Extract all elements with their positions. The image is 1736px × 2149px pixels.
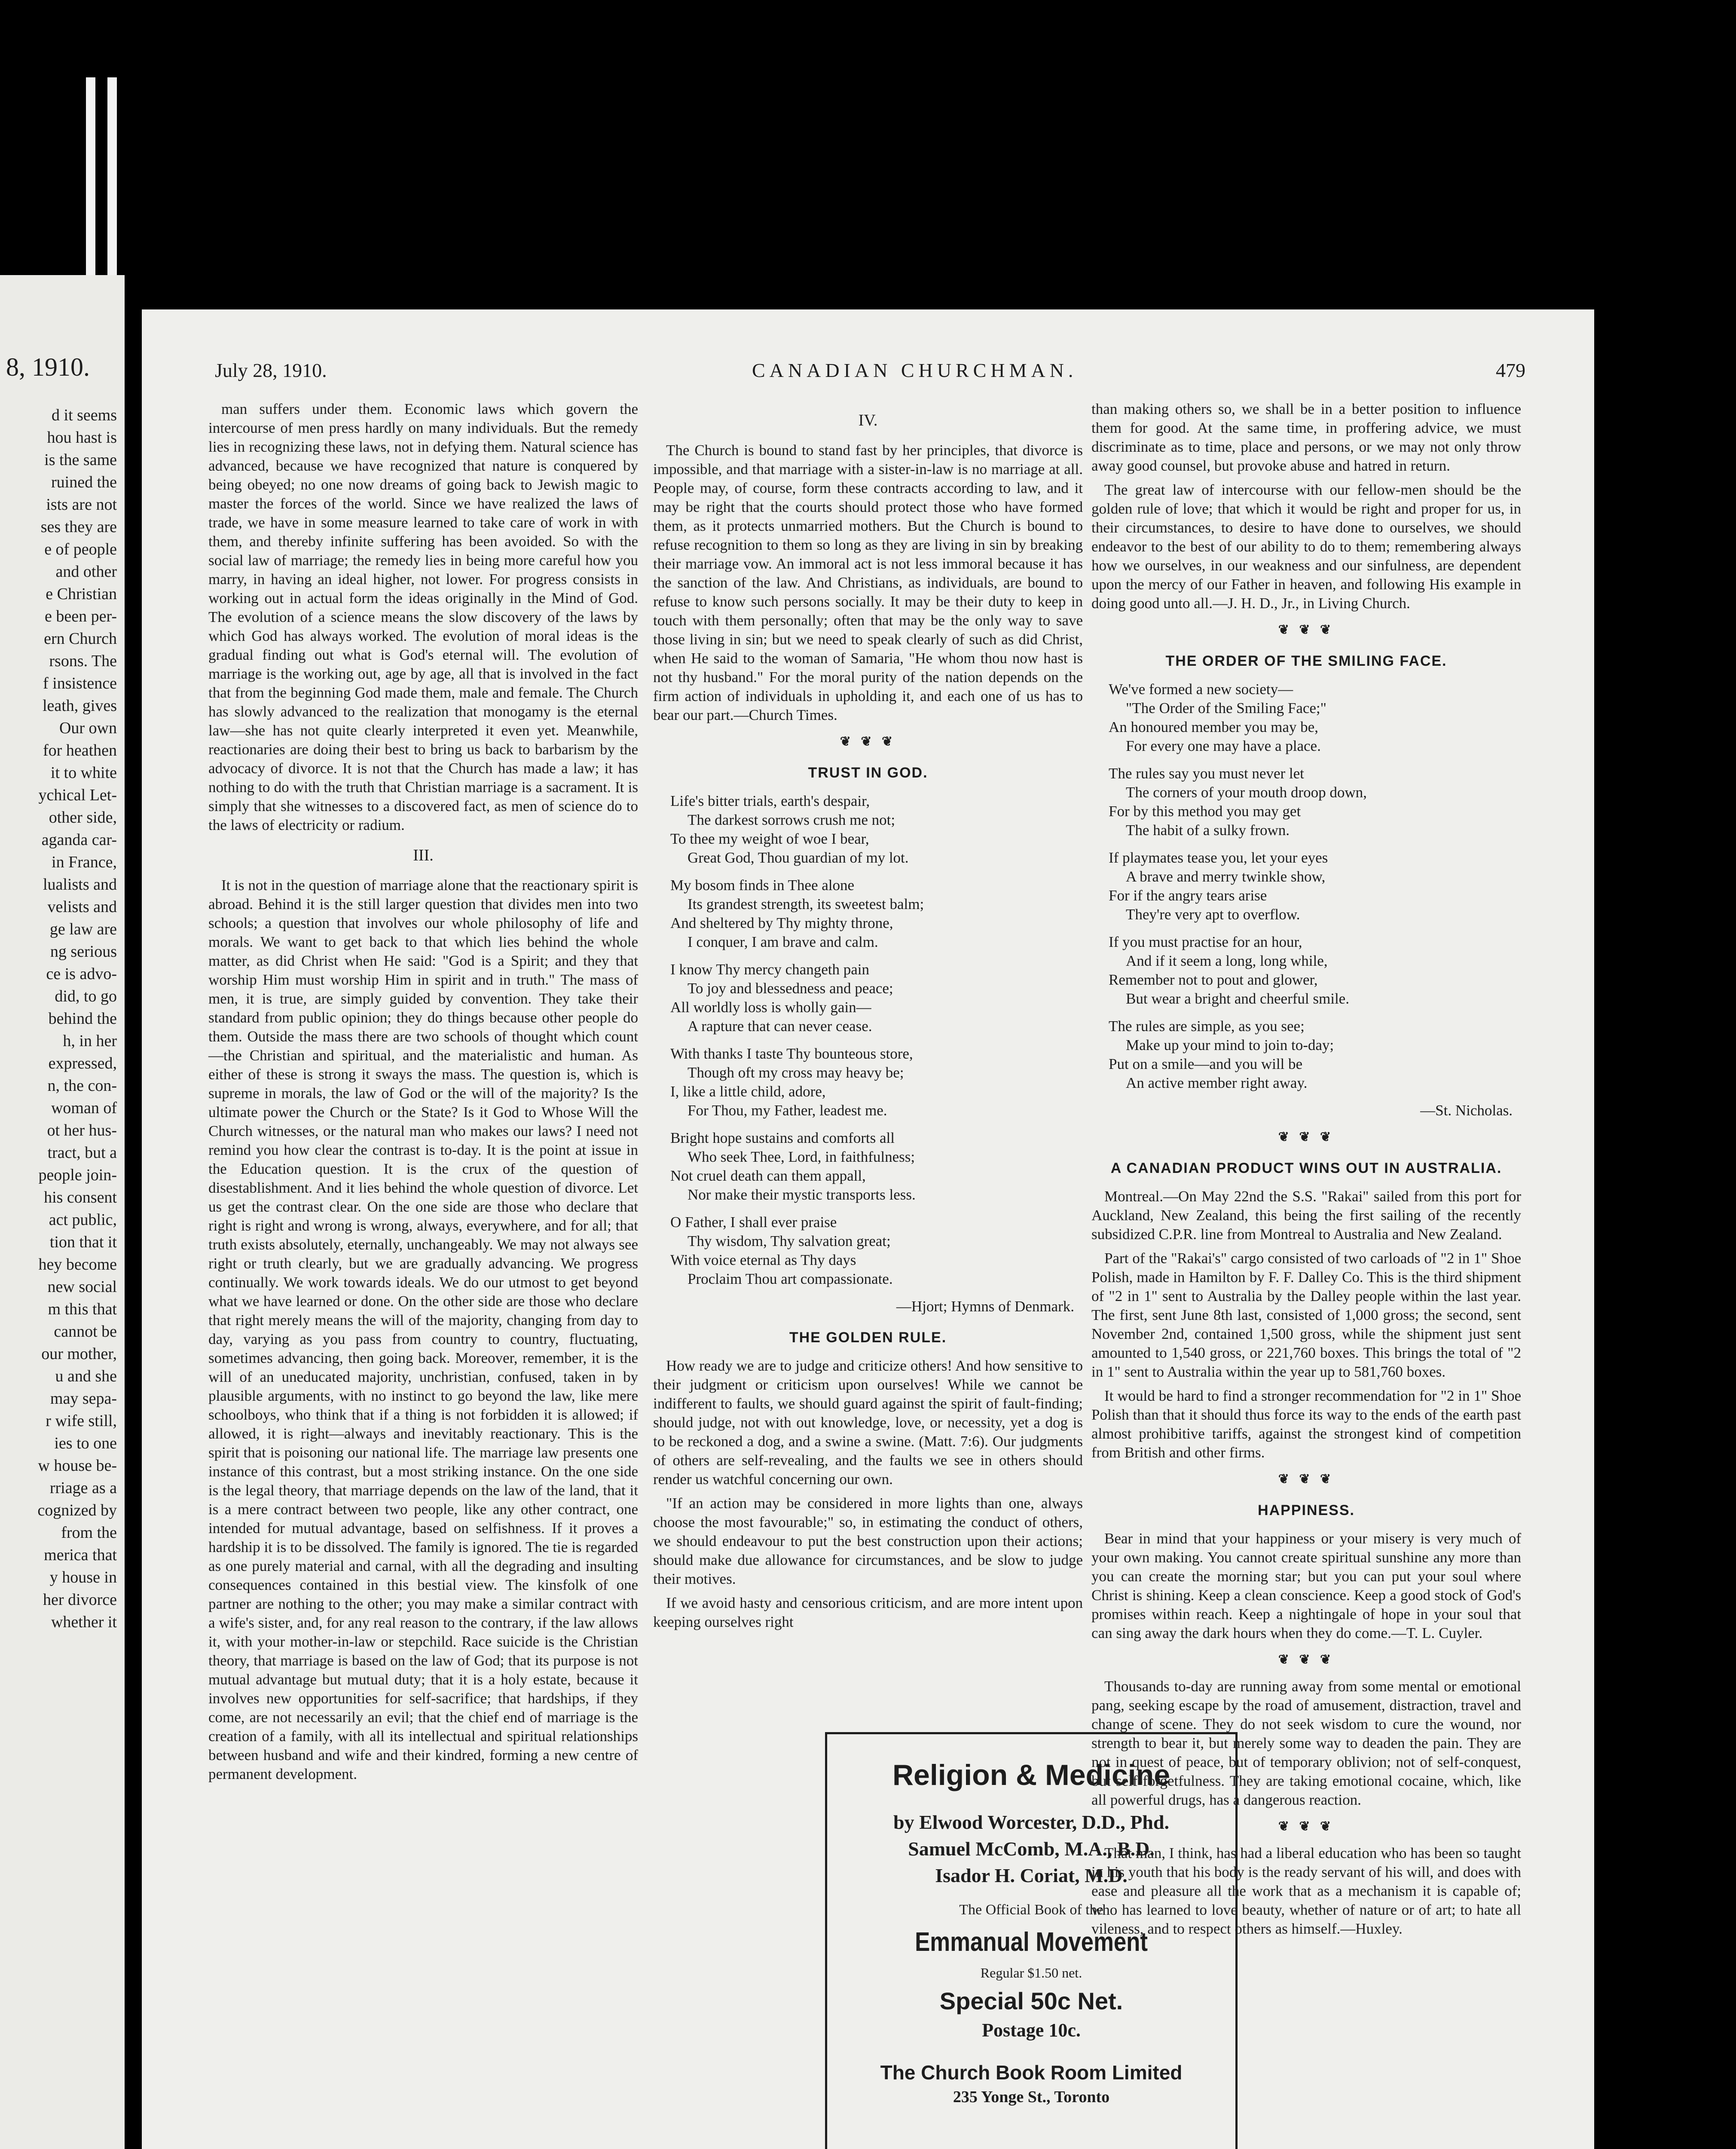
poem-line: My bosom finds in Thee alone (670, 877, 855, 894)
issue-date: July 28, 1910. (215, 359, 327, 381)
advert-regular-price: Regular $1.50 net. (980, 1965, 1082, 1981)
poem-line: With thanks I taste Thy bounteous store, (670, 1045, 913, 1062)
article-paragraph: How ready we are to judge and criticize others! And how sensitive to their judgment or criticism upon ourselves! While we cannot be indifferent to faults, we should guard against the spirit of fault-finding; should judge, not with out knowledge, love, or necessity, yet a dog is to be reckoned a dog, and a swine a swine. (Matt. 7:6). Our judgments of others are self-revealing, and the faults we see in others should render us watchful concerning our own. (653, 1357, 1083, 1488)
text-line: lualists and (43, 876, 117, 894)
poem-line: All worldly loss is wholly gain— (670, 999, 871, 1016)
ornament: ❦ ❦ ❦ (1278, 623, 1335, 637)
poem-trust-in-god (653, 792, 1083, 1289)
heading-happiness: HAPPINESS. (1258, 1502, 1355, 1518)
poem-stanza (653, 792, 1083, 867)
poem-line: The rules are simple, as you see; (1109, 1018, 1305, 1035)
poem-line: Bright hope sustains and comforts all (670, 1130, 895, 1146)
poem-line: The darkest sorrows crush me not; (688, 811, 896, 828)
text-line: behind the (48, 1010, 117, 1028)
advert-movement: Emmanual Movement (915, 1927, 1148, 1957)
text-line: e Christian (46, 585, 117, 603)
poem-line: I, like a little child, adore, (670, 1083, 826, 1100)
text-line: h, in her (63, 1032, 117, 1050)
poem-line: With voice eternal as Thy days (670, 1252, 856, 1268)
text-line: for heathen (43, 741, 117, 759)
poem-line: Remember not to pout and glower, (1109, 971, 1318, 988)
poem-stanza (1091, 680, 1521, 756)
poem-line: "The Order of the Smiling Face;" (1126, 700, 1326, 716)
text-line: aganda car- (41, 831, 117, 849)
article-paragraph: than making others so, we shall be in a better position to influence them for good. At the same time, in proffering advice, we must discriminate as to time, place and persons, or we may not only throw away good counsel, but provoke abuse and hatred in return. (1091, 401, 1521, 474)
poem-line: An honoured member you may be, (1109, 719, 1318, 735)
text-line: w house be- (38, 1457, 117, 1475)
article-paragraph: Thousands to-day are running away from some mental or emotional pang, seeking escape by the road of amusement, distraction, travel and change of scene. They do not seek wisdom to cure the wound, nor strength to bear it, but merely some way to deaden the pain. They are not in quest of peace, but of temporary oblivion; not of self-conquest, but self-forgetfulness. They are taking emotional cocaine, which, like all powerful drugs, has a dangerous reaction. (1091, 1678, 1521, 1808)
poem-line: Proclaim Thou art compassionate. (688, 1270, 893, 1287)
heading-trust-in-god: TRUST IN GOD. (808, 765, 928, 781)
poem-line: Though oft my cross may heavy be; (688, 1064, 904, 1081)
text-line: her divorce (43, 1591, 117, 1609)
poem-line: The rules say you must never let (1109, 765, 1304, 782)
text-line: leath, gives (42, 697, 117, 715)
poem-line: An active member right away. (1126, 1074, 1308, 1091)
running-head (215, 359, 1525, 393)
poem-stanza (653, 876, 1083, 952)
poem-smiling-face (1091, 680, 1521, 1093)
poem-line: O Father, I shall ever praise (670, 1214, 837, 1231)
text-line: new social (47, 1278, 117, 1296)
poem-line: Thy wisdom, Thy salvation great; (688, 1233, 891, 1249)
text-line: it to white (50, 764, 117, 782)
advert-special-price: Special 50c Net. (939, 1987, 1123, 2014)
text-line: f insistence (43, 674, 117, 692)
poem-stanza (653, 960, 1083, 1036)
text-line: ies to one (54, 1434, 117, 1452)
article-paragraph: It would be hard to find a stronger recommendation for "2 in 1" Shoe Polish than that it should thus force its way to the ends of the earth past almost prohibitive tariffs, against the strongest kind of competition from British and other firms. (1091, 1387, 1521, 1461)
previous-page-fragment (0, 275, 125, 2149)
text-line: act public, (49, 1211, 117, 1229)
poem-line: They're very apt to overflow. (1126, 906, 1300, 923)
text-line: ists are not (46, 496, 117, 514)
ornament: ❦ ❦ ❦ (1278, 1819, 1335, 1834)
text-line: ychical Let- (38, 786, 117, 804)
poem-line: To joy and blessedness and peace; (688, 980, 893, 997)
text-line: rsons. The (49, 652, 117, 670)
text-line: d it seems (52, 406, 117, 424)
text-line: expressed, (48, 1054, 117, 1072)
article-paragraph: Part of the "Rakai's" cargo consisted of two carloads of "2 in 1" Shoe Polish, made in Hamilton by F. F. Dalley Co. This is the third shipment of "2 in 1" sent to Australia by the Dalley people within the last year. The first, sent June 8th last, consisted of 1,000 gross; the second, sent November 2nd, contained 1,500 gross, while the shipment just sent amounted to 1,540 gross, or 221,760 boxes. This brings the total of "2 in 1" sent to Australia within the year up to 581,760 boxes. (1091, 1250, 1521, 1380)
text-line: cognized by (37, 1501, 117, 1519)
advert-address: 235 Yonge St., Toronto (953, 2088, 1110, 2106)
poem-line: We've formed a new society— (1109, 681, 1293, 698)
poem-stanza (1091, 1017, 1521, 1093)
poem-line: For if the angry tears arise (1109, 887, 1267, 904)
text-line: and other (55, 563, 117, 581)
poem-stanza (1091, 848, 1521, 924)
text-line: hou hast is (47, 429, 117, 447)
poem-line: The habit of a sulky frown. (1126, 822, 1290, 839)
publication-title: CANADIAN CHURCHMAN. (752, 359, 1078, 381)
poem-line: Nor make their mystic transports less. (688, 1186, 916, 1203)
text-line: other side, (49, 808, 117, 827)
text-line: ruined the (51, 473, 117, 491)
page-number: 479 (1496, 359, 1525, 381)
advert-postage: Postage 10c. (982, 2020, 1081, 2041)
text-line: ot her hus- (47, 1121, 117, 1139)
previous-page-text (0, 404, 117, 1633)
poem-signature: —Hjort; Hymns of Denmark. (896, 1298, 1074, 1315)
text-line: e of people (44, 540, 117, 558)
article-paragraph: man suffers under them. Economic laws which govern the intercourse of men press hardly on many individuals. But the remedy lies in recognizing these laws, not in defying them. Natural science has advanced, because we have recognized that nature is conquered by being obeyed; no one now dreams of going back to Jewish magic to master the forces of the world. Since we have realized the laws of trade, we have in some measure learned to take care of work in with them, and thereby infinite suffering has been avoided. So with the social law of marriage; the remedy lies in being more careful how you marry, in having an ideal higher, not lower. For progress consists in working out in actual form the ideas originally in the Mind of God. The evolution of a science means the slow discovery of the laws by which God has always worked. The evolution of moral ideas is the gradual finding out what is God's eternal will. The evolution of marriage is the working out, age by age, all that is involved in the fact that from the beginning God made them, male and female. The Church has slowly advanced to the realization that monogamy is the eternal law—she has not quite clearly interpreted it even yet. Meanwhile, reactionaries are doing their best to bring us back to barbarism by the advocacy of divorce. It is not that the Church has made a law; it has nothing to do with the truth that Christian marriage is a sacrament. It is simply that she witnesses to a discovered fact, as men of science do to the laws of electricity or radium. (208, 401, 638, 833)
text-line: ce is advo- (46, 965, 117, 983)
text-line: whether it (51, 1613, 117, 1631)
article-paragraph: The great law of intercourse with our fellow-men should be the golden rule of love; that which it would be right and proper for us, in their circumstances, to desire to have done to ourselves, we should endeavor to the best of our ability to do to them; remembering always how we ourselves, in our weakness and our sinfulness, are dependent upon the mercy of our Father in heaven, and following His example in doing good unto all.—J. H. D., Jr., in Living Church. (1091, 481, 1521, 612)
text-line: u and she (55, 1367, 117, 1385)
poem-line: A rapture that can never cease. (688, 1018, 872, 1035)
section-number: III. (413, 846, 434, 864)
text-line: is the same (44, 451, 117, 469)
text-line: y house in (49, 1568, 117, 1586)
newspaper-page (142, 309, 1594, 2149)
text-line: ge law are (49, 920, 117, 938)
advert-author: Samuel McComb, M.A., B.D. (908, 1838, 1155, 1860)
poem-stanza (653, 1213, 1083, 1289)
poem-line: To thee my weight of woe I bear, (670, 830, 869, 847)
poem-line: Not cruel death can them appall, (670, 1167, 866, 1184)
text-line: our mother, (41, 1345, 117, 1363)
poem-line: I know Thy mercy changeth pain (670, 961, 869, 978)
previous-page-date: 8, 1910. (6, 353, 90, 381)
ornament: ❦ ❦ ❦ (1278, 1130, 1335, 1144)
text-line: woman of (51, 1099, 117, 1117)
heading-golden-rule: THE GOLDEN RULE. (789, 1329, 947, 1346)
text-line: did, to go (55, 987, 117, 1005)
book-advertisement (825, 1732, 1238, 2149)
ornament: ❦ ❦ ❦ (1278, 1653, 1335, 1667)
article-paragraph: Bear in mind that your happiness or your misery is very much of your own making. You cannot create spiritual sunshine any more than you can create the morning star; but you can put your soul where Christ is shining. Keep a clean conscience. Keep a good stock of God's promises within reach. Keep a nightingale of hope in your soul that can sing away the dark hours when they do come.—T. L. Cuyler. (1091, 1530, 1521, 1641)
poem-line: And sheltered by Thy mighty throne, (670, 915, 893, 931)
poem-line: A brave and merry twinkle show, (1126, 868, 1326, 885)
poem-line: If you must practise for an hour, (1109, 934, 1302, 950)
article-paragraph: "If an action may be considered in more lights than one, always choose the most favourable;" so, in estimating the conduct of others, we should endeavour to put the best construction upon their actions; should make due allowance for circumstances, and be slow to judge their motives. (653, 1495, 1083, 1587)
ornament: ❦ ❦ ❦ (1278, 1472, 1335, 1486)
poem-stanza (653, 1129, 1083, 1204)
text-line: may sepa- (50, 1390, 117, 1408)
text-line: ern Church (44, 630, 117, 648)
ornament: ❦ ❦ ❦ (840, 735, 896, 749)
text-line: ses they are (40, 518, 117, 536)
advert-title: Religion & Medicine (892, 1759, 1171, 1791)
poem-line: I conquer, I am brave and calm. (688, 934, 878, 950)
poem-stanza (1091, 764, 1521, 840)
poem-stanza (653, 1044, 1083, 1120)
poem-line: For every one may have a place. (1126, 738, 1321, 754)
text-line: rriage as a (49, 1479, 117, 1497)
poem-line: If playmates tease you, let your eyes (1109, 849, 1328, 866)
article-paragraph: That man, I think, has had a liberal education who has been so taught in his youth that his body is the ready servant of his will, and does with ease and pleasure all the work that as a mechanism it is capable of; who has learned to love beauty, whether of nature or of art; to hate all vileness, and to respect others as himself.—Huxley. (1091, 1845, 1521, 1937)
text-line: cannot be (54, 1322, 117, 1341)
text-line: Our own (59, 719, 117, 737)
text-line: people join- (38, 1166, 117, 1184)
advert-author: Isador H. Coriat, M.D. (935, 1864, 1128, 1886)
text-line: e been per- (44, 607, 117, 625)
middle-column (653, 400, 1083, 1637)
section-number: IV. (858, 411, 878, 429)
text-line: in France, (52, 853, 117, 871)
text-line: hey become (38, 1255, 117, 1273)
text-line: ng serious (50, 943, 117, 961)
poem-line: Who seek Thee, Lord, in faithfulness; (688, 1148, 915, 1165)
poem-line: Its grandest strength, its sweetest balm; (688, 896, 924, 912)
poem-line: The corners of your mouth droop down, (1126, 784, 1367, 801)
poem-line: Great God, Thou guardian of my lot. (688, 849, 909, 866)
text-line: tion that it (49, 1233, 117, 1251)
text-line: n, the con- (47, 1077, 117, 1095)
poem-line: And if it seem a long, long while, (1126, 952, 1328, 969)
advert-author: by Elwood Worcester, D.D., Phd. (893, 1811, 1169, 1833)
text-line: tract, but a (47, 1144, 117, 1162)
text-line: m this that (48, 1300, 117, 1318)
text-line: r wife still, (46, 1412, 117, 1430)
poem-signature: —St. Nicholas. (1420, 1102, 1513, 1119)
article-paragraph: It is not in the question of marriage alone that the reactionary spirit is abroad. Behind it is the still larger question that divides men into two schools; a question that involves our whole philosophy of life and morals. We want to get back to that which lies behind the whole matter, as did Christ when He said: "God is a Spirit; and they that worship Him must worship Him in spirit and in truth." The mass of men, it is true, are simply guided by convention. They take their standard from public opinion; they do things because other people do them. Outside the mass there are two schools of thought which count—the Christian and spiritual, and the materialistic and human. As either of these is strong it sways the mass. The question is, which is supreme in morals, the law of God or the will of the majority? Is the ultimate power the Church or the State? Is it God to Whose Will the Church witnesses, or the natural man who makes our laws? I need not remind you how clear the contrast is to-day. It is the point at issue in the Education question. It is the crux of the question of disestablishment. And it lies behind the whole question of divorce. Let us get the contrast clear. On the one side are those who declare that right is right and wrong is wrong, always, everywhere, and for all; that truth exists absolutely, eternally, unchangeably. We may not always see right or truth clearly, but we are gradually advancing. We progress continually. We work towards ideals. We do our utmost to get beyond what we have learned or done. On the other side are those who declare that right merely means the will of the majority, changing from day to day, varying as you pass from country to country, fluctuating, sometimes advancing, then going back. Moreover, remember, it is the will of an uneducated majority, unchristian, confused, taken in by plausible arguments, with no instinct to go beyond the law, like mere schoolboys, who think that if a thing is not forbidden it is allowed; if allowed, it is right—always and inevitably reactionary. This is the spirit that is poisoning our national life. The marriage law presents one instance of this contrast, but a most striking instance. On the one side is the legal theory, that marriage depends on the law of the land, that it is a mere contract between two people, like any other contract, one intended for mutual advantage, based on selfishness. If it proves a hardship it is to be dissolved. The family is ignored. The tie is regarded as one purely material and carnal, with all the degrading and insulting consequences contained in this bestial view. The kinsfolk of one partner are nothing to the other; you may make a similar contract with a wife's sister, and, for any real reason to the contrary, if the law allows it, with your mother-in-law or stepchild. Race suicide is the Christian theory, that marriage is based on the law of God; that its purpose is not mutual advantage but mutual duty; that it is a holy estate, because it involves new opportunities for self-sacrifice; that hardships, if they come, are not necessarily an evil; that the chief end of marriage is the creation of a family, with all its intellectual and spiritual relationships between husband and wife and their kindred, forming a new centre of permanent development. (208, 877, 638, 1782)
poem-line: Make up your mind to join to-day; (1126, 1037, 1334, 1053)
text-line: from the (61, 1524, 117, 1542)
text-line: his consent (44, 1188, 117, 1206)
article-paragraph: The Church is bound to stand fast by her principles, that divorce is impossible, and that marriage with a sister-in-law is no marriage at all. People may, of course, form these contracts according to law, and it may be right that the courts should protect those who have formed them, as it protects unmarried mothers. But the Church is bound to refuse recognition to them so long as they are living in sin by breaking their marriage vow. An immoral act is not less immoral because it has the sanction of the law. And Christians, as individuals, are bound to refuse to know such persons socially. It may be their duty to keep in touch with them personally; often that may be the only way to save those living in sin; but we need to speak clearly of such as did Christ, when He said to the woman of Samaria, "He whom thou now hast is not thy husband." For the moral purity of the nation depends on the firm action of individuals in upholding it, and each one of us has to bear our part.—Church Times. (653, 442, 1083, 723)
poem-line: For Thou, my Father, leadest me. (688, 1102, 887, 1119)
heading-canadian-product: A CANADIAN PRODUCT WINS OUT IN AUSTRALIA. (1110, 1160, 1502, 1176)
poem-stanza (1091, 933, 1521, 1008)
poem-line: Life's bitter trials, earth's despair, (670, 793, 870, 809)
heading-smiling-face: THE ORDER OF THE SMILING FACE. (1165, 653, 1447, 669)
article-paragraph: Montreal.—On May 22nd the S.S. "Rakai" sailed from this port for Auckland, New Zealand, this being the first sailing of the recently subsidized C.P.R. line from Montreal to Australia and New Zealand. (1091, 1188, 1521, 1243)
article-paragraph: If we avoid hasty and censorious criticism, and are more intent upon keeping ourselves right (653, 1595, 1083, 1630)
advert-official: The Official Book of the (959, 1902, 1103, 1918)
text-line: merica that (44, 1546, 117, 1564)
poem-line: Put on a smile—and you will be (1109, 1056, 1303, 1072)
left-column (208, 400, 638, 1789)
poem-line: But wear a bright and cheerful smile. (1126, 990, 1349, 1007)
right-column (1091, 400, 1521, 1944)
text-line: velists and (47, 898, 117, 916)
poem-line: For by this method you may get (1109, 803, 1301, 820)
advert-store: The Church Book Room Limited (880, 2061, 1183, 2084)
